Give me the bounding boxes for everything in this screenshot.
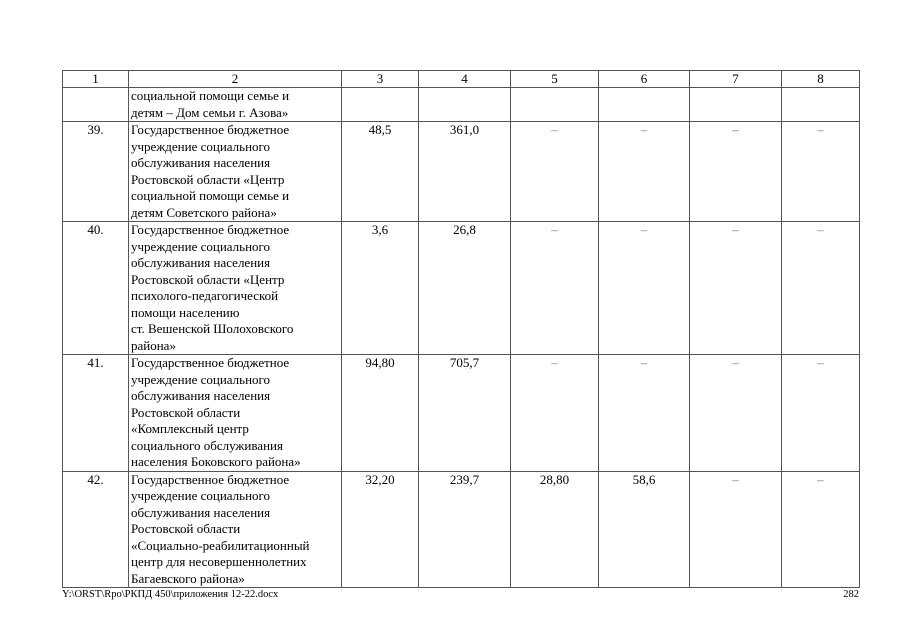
name-line: учреждение социального <box>131 138 271 154</box>
name-line: учреждение социального <box>131 238 271 254</box>
value-cell-c4 <box>419 88 511 122</box>
header-cell: 8 <box>782 71 860 88</box>
value-cell-c8: – <box>782 355 860 472</box>
value-cell-c4: 239,7 <box>419 471 511 588</box>
value-cell-c3: 94,80 <box>342 355 419 472</box>
header-cell: 5 <box>511 71 599 88</box>
value-cell-c3: 32,20 <box>342 471 419 588</box>
page-number: 282 <box>843 589 859 600</box>
header-cell: 6 <box>599 71 690 88</box>
table-row <box>63 122 860 222</box>
value-cell-c6 <box>599 88 690 122</box>
header-row <box>63 71 860 88</box>
name-line: детям Советского района» <box>131 204 277 220</box>
name-line: Ростовской области <box>131 404 241 420</box>
value-cell-c7 <box>690 88 782 122</box>
name-line: Ростовской области <box>131 521 241 536</box>
table-row <box>63 471 860 588</box>
name-line: социальной помощи семье и <box>131 188 290 203</box>
row-number: 42. <box>63 471 129 588</box>
name-line: «Комплексный центр <box>131 421 249 436</box>
table-row <box>63 88 860 122</box>
value-cell-c6: 58,6 <box>599 471 690 588</box>
institution-name <box>129 471 342 588</box>
institution-name <box>129 222 342 355</box>
institution-name <box>129 122 342 222</box>
name-line: учреждение социального <box>131 488 271 503</box>
header-cell: 3 <box>342 71 419 88</box>
value-cell-c8: – <box>782 122 860 222</box>
row-number <box>63 88 129 122</box>
value-cell-c8 <box>782 88 860 122</box>
value-cell-c4: 26,8 <box>419 222 511 355</box>
row-number: 41. <box>63 355 129 472</box>
header-cell: 2 <box>129 71 342 88</box>
name-line: центр для несовершеннолетних <box>131 554 307 569</box>
value-cell-c4: 705,7 <box>419 355 511 472</box>
name-line: населения Боковского района» <box>131 454 301 469</box>
value-cell-c7: – <box>690 122 782 222</box>
name-line: Багаевского района» <box>131 570 245 586</box>
name-line: обслуживания населения <box>131 255 271 270</box>
value-cell-c5: 28,80 <box>511 471 599 588</box>
value-cell-c6: – <box>599 222 690 355</box>
header-cell: 7 <box>690 71 782 88</box>
value-cell-c3 <box>342 88 419 122</box>
name-line: Государственное бюджетное <box>131 222 290 237</box>
value-cell-c5: – <box>511 222 599 355</box>
name-line: ст. Вешенской Шолоховского <box>131 321 294 336</box>
institution-name <box>129 355 342 472</box>
name-line: обслуживания населения <box>131 388 271 403</box>
value-cell-c5: – <box>511 355 599 472</box>
row-number: 39. <box>63 122 129 222</box>
name-line: социальной помощи семье и <box>131 88 290 103</box>
table-row <box>63 355 860 472</box>
value-cell-c7: – <box>690 222 782 355</box>
value-cell-c5: – <box>511 122 599 222</box>
value-cell-c8: – <box>782 222 860 355</box>
name-line: района» <box>131 337 176 353</box>
name-line: детям – Дом семьи г. Азова» <box>131 104 289 120</box>
value-cell-c3: 48,5 <box>342 122 419 222</box>
header-cell: 4 <box>419 71 511 88</box>
name-line: обслуживания населения <box>131 504 271 520</box>
name-line: Ростовской области «Центр <box>131 171 285 187</box>
name-line: Государственное бюджетное <box>131 355 290 370</box>
value-cell-c8: – <box>782 471 860 588</box>
name-line: Государственное бюджетное <box>131 471 290 487</box>
file-path: Y:\ORST\Rpo\РКПД 450\приложения 12-22.docx <box>62 589 279 600</box>
header-cell: 1 <box>63 71 129 88</box>
value-cell-c5 <box>511 88 599 122</box>
name-line: обслуживания населения <box>131 155 271 170</box>
value-cell-c3: 3,6 <box>342 222 419 355</box>
name-line: помощи населению <box>131 304 240 320</box>
value-cell-c6: – <box>599 122 690 222</box>
value-cell-c7: – <box>690 471 782 588</box>
name-line: учреждение социального <box>131 371 271 387</box>
table-row <box>63 222 860 355</box>
value-cell-c6: – <box>599 355 690 472</box>
data-table <box>62 70 860 588</box>
institution-name <box>129 88 342 122</box>
name-line: Ростовской области «Центр <box>131 271 285 287</box>
name-line: «Социально-реабилитационный <box>131 537 310 553</box>
name-line: психолого-педагогической <box>131 288 279 303</box>
row-number: 40. <box>63 222 129 355</box>
value-cell-c4: 361,0 <box>419 122 511 222</box>
value-cell-c7: – <box>690 355 782 472</box>
name-line: социального обслуживания <box>131 437 283 453</box>
name-line: Государственное бюджетное <box>131 122 290 137</box>
